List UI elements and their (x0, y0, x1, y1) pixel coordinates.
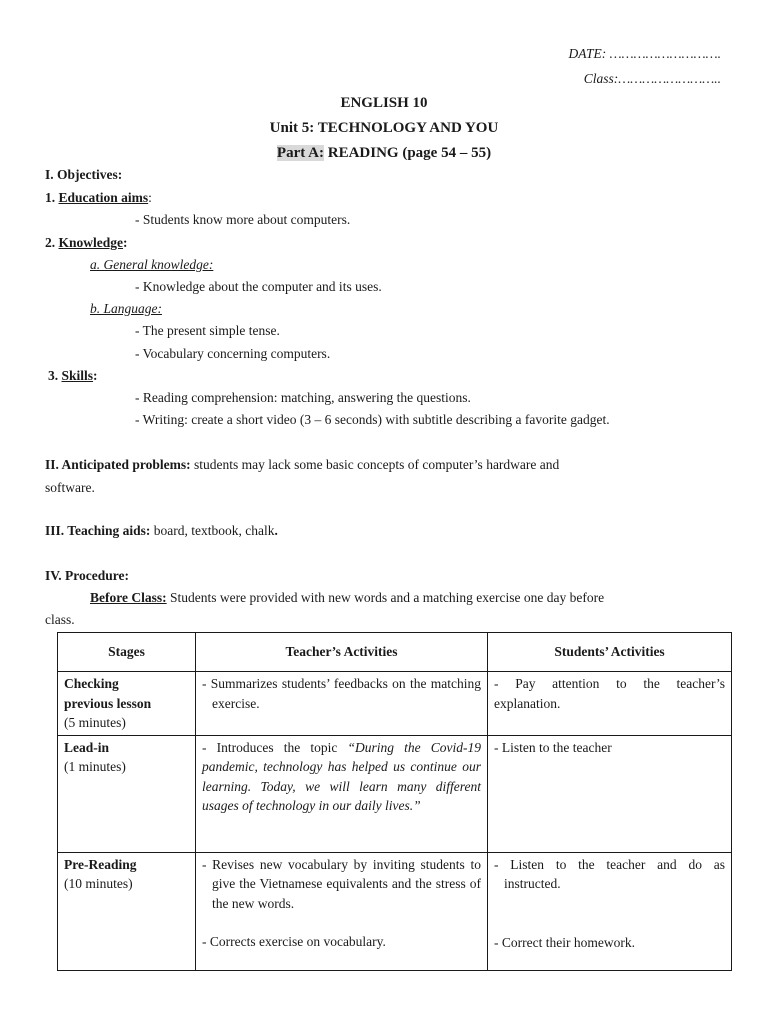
teacher-activity-prefix: - Introduces the topic (202, 739, 348, 755)
period: . (274, 523, 278, 538)
stage-cell (58, 852, 196, 970)
general-knowledge-label: a. General knowledge: (90, 257, 214, 272)
table-row (58, 735, 732, 852)
procedure-heading: IV. Procedure: (45, 568, 129, 583)
teaching-aids-paragraph (45, 523, 278, 539)
date-line: DATE: ………………………. (568, 46, 721, 61)
general-knowledge-item: - Knowledge about the computer and its uses. (135, 279, 382, 294)
unit-title: Unit 5: TECHNOLOGY AND YOU (269, 120, 499, 136)
before-class-text: Students were provided with new words and a matching exercise one day before (166, 590, 605, 605)
header-students-activities: Students’ Activities (488, 633, 732, 672)
stage-name: Lead-in (64, 739, 110, 755)
teaching-aids-heading: III. Teaching aids: (45, 523, 151, 538)
students-activity-2: - Correct their homework. (494, 934, 635, 950)
part-label: Part A: (276, 145, 324, 161)
students-activity: - Listen to the teacher (494, 739, 612, 755)
stage-name-cont: previous lesson (64, 695, 152, 711)
students-activity: - Pay attention to the teacher’s explanation. (494, 676, 725, 711)
table-row (58, 852, 732, 970)
procedure-table (57, 632, 732, 971)
class-line: Class:…………………….. (583, 71, 721, 86)
teacher-activity: - Summarizes students’ feedbacks on the matching exercise. (202, 676, 481, 711)
course-title: ENGLISH 10 (340, 95, 428, 111)
language-label: b. Language: (90, 301, 162, 316)
problems-heading: II. Anticipated problems: (45, 457, 191, 472)
stage-cell (58, 672, 196, 736)
before-class-text-cont: class. (45, 612, 75, 627)
stage-time: (10 minutes) (64, 876, 133, 891)
header-stages: Stages (58, 633, 196, 672)
language-item-1: - The present simple tense. (135, 323, 280, 338)
colon: : (123, 235, 128, 250)
before-class-paragraph (90, 590, 604, 606)
education-aims-label: Education aims (58, 190, 149, 205)
teacher-activity (202, 738, 481, 816)
skills-label: Skills (61, 368, 94, 383)
colon: : (148, 190, 152, 205)
teaching-aids-text: board, textbook, chalk (150, 523, 275, 538)
stage-time: (1 minutes) (64, 759, 126, 774)
education-aims-heading (45, 190, 152, 206)
stage-name: Pre-Reading (64, 856, 137, 872)
header-teacher-activities: Teacher’s Activities (196, 633, 488, 672)
section-number: 1. (45, 190, 59, 205)
part-subtitle: READING (page 54 – 55) (323, 145, 492, 161)
problems-text-cont: software. (45, 480, 95, 495)
table-row (58, 672, 732, 736)
stage-time: (5 minutes) (64, 715, 126, 730)
part-title (0, 145, 768, 162)
stage-cell (58, 735, 196, 852)
teacher-cell (196, 735, 488, 852)
before-class-label: Before Class: (90, 590, 167, 605)
objectives-heading: I. Objectives: (45, 167, 123, 182)
teacher-cell (196, 672, 488, 736)
problems-text: students may lack some basic concepts of computer’s hardware and (190, 457, 560, 472)
students-cell (488, 672, 732, 736)
skills-item-1: - Reading comprehension: matching, answering the questions. (135, 390, 471, 405)
language-item-2: - Vocabulary concerning computers. (135, 346, 331, 361)
skills-heading (48, 368, 98, 384)
stage-name: Checking (64, 676, 119, 691)
section-number: 3. (48, 368, 62, 383)
education-aims-item: - Students know more about computers. (135, 212, 351, 227)
students-cell (488, 735, 732, 852)
knowledge-label: Knowledge (58, 235, 124, 250)
skills-item-2: - Writing: create a short video (3 – 6 seconds) with subtitle describing a favorite gadget. (135, 412, 610, 427)
table-header-row (58, 633, 732, 672)
teacher-activity: - Revises new vocabulary by inviting students to give the Vietnamese equivalents and the stress of the new words. (202, 856, 481, 911)
students-activity: - Listen to the teacher and do as instructed. (494, 856, 725, 891)
students-cell (488, 852, 732, 970)
teacher-activity-2: - Corrects exercise on vocabulary. (202, 934, 386, 949)
topic-quote: “During the Covid-19 pandemic, technology has helped us continue our learning. Today, we will learn many different usages of technology in our daily lives.” (202, 739, 481, 813)
knowledge-heading (45, 235, 128, 251)
teacher-cell (196, 852, 488, 970)
problems-paragraph (45, 457, 559, 473)
section-number: 2. (45, 235, 59, 250)
colon: : (93, 368, 98, 383)
